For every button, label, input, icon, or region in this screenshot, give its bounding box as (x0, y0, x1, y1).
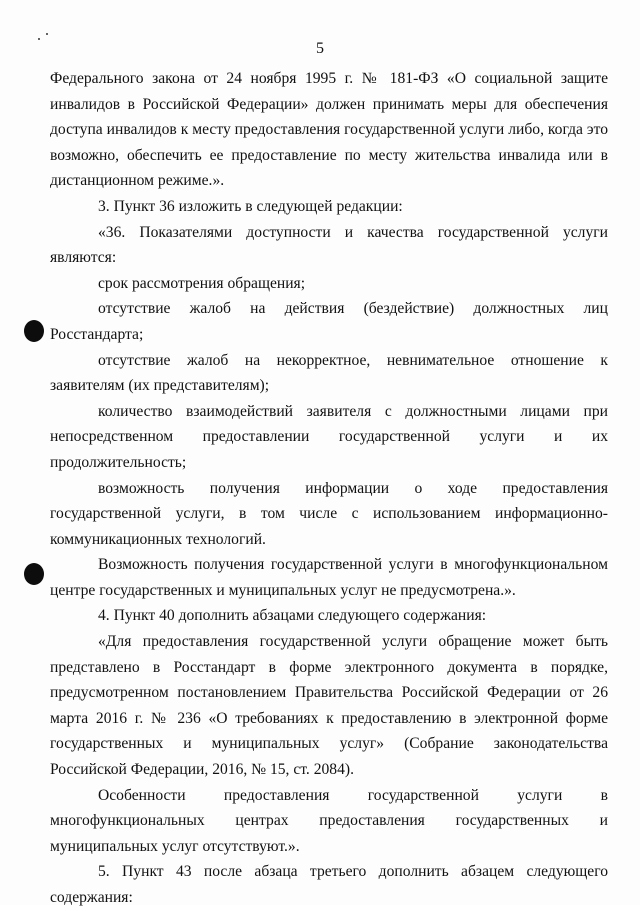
paragraph-mfc: Возможность получения государственной услуги в многофункциональном центре государственных и муниципальных услуг не предусмотрена.». (50, 556, 608, 599)
paragraph-item-4: 4. Пункт 40 дополнить абзацами следующего содержания: (98, 607, 487, 625)
paragraph-continuation: Федерального закона от 24 ноября 1995 г. № 181-ФЗ «О социальной защите инвалидов в Российской Федерации» должен принимать меры для обеспечения доступа инвалидов к месту предоставления государственной услуги либо, когда это возможно, обеспечить ее предоставление по месту жительства инвалида или в дистанционном режиме.». (50, 70, 608, 190)
paragraph-item-36-intro: «36. Показателями доступности и качества государственной услуги являются: (50, 223, 608, 267)
paragraph-item-3: 3. Пункт 36 изложить в следующей редакции: (98, 197, 403, 215)
punch-hole (24, 563, 44, 585)
paragraph-item-5: 5. Пункт 43 после абзаца третьего дополнить абзацем следующего содержания: (50, 863, 608, 906)
paragraph-indicator: срок рассмотрения обращения; (98, 274, 306, 292)
page-number: 5 (316, 40, 324, 57)
paragraph-indicator: отсутствие жалоб на некорректное, невнимательное отношение к заявителям (их представителям); (50, 351, 608, 395)
document-body (50, 66, 608, 911)
paragraph-indicator: возможность получения информации о ходе предоставления государственной услуги, в том числе с использованием информационно-коммуникационных технологий. (50, 479, 608, 548)
paragraph-indicator: отсутствие жалоб на действия (бездействие) должностных лиц Росстандарта; (50, 300, 608, 343)
paragraph-indicator: количество взаимодействий заявителя с должностными лицами при непосредственном предоставлении государственной услуги и их продолжительность; (50, 402, 608, 471)
paragraph-mfc-features: Особенности предоставления государственной услуги в многофункциональных центрах предоставления государственных и муниципальных услуг отсутствуют.». (50, 786, 608, 855)
scan-speck (46, 33, 48, 35)
punch-hole (24, 320, 44, 342)
paragraph-electronic-form: «Для предоставления государственной услуги обращение может быть представлено в Росстандарт в форме электронного документа в порядке, предусмотренном постановлением Правительства Российской Федерации от 26 марта 2016 г. № 236 «О требованиях к предоставлению в электронной форме государственных и муниципальных услуг» (Собрание законодательства Российской Федерации, 2016, № 15, ст. 2084). (50, 633, 608, 779)
